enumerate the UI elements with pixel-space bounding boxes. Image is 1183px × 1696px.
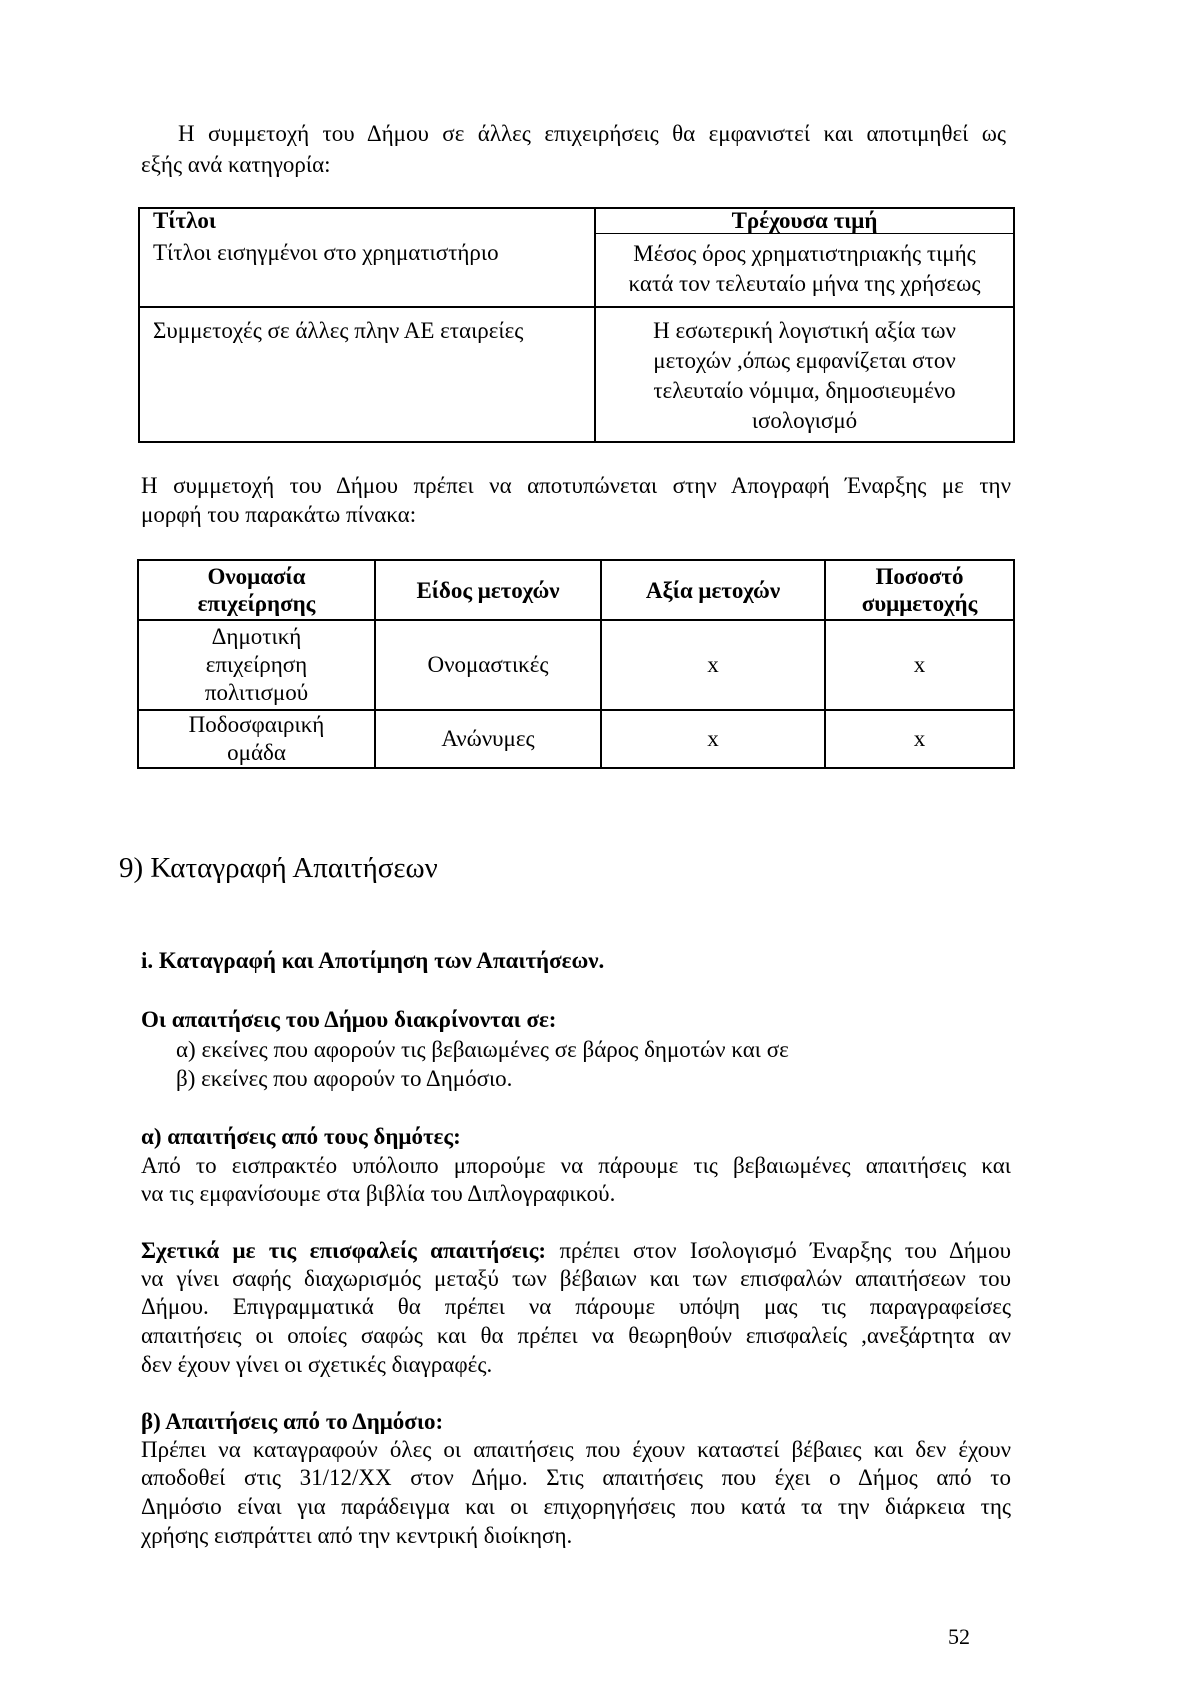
table-row bbox=[138, 620, 1014, 710]
row-category: Τίτλοι εισηγμένοι στο χρηματιστήριο bbox=[139, 233, 595, 307]
doubtful-claims-title: Σχετικά με τις επισφαλείς απαιτήσεις: bbox=[141, 1238, 547, 1263]
row-category: Συμμετοχές σε άλλες πλην ΑΕ εταιρείες bbox=[139, 307, 595, 442]
percentage: x bbox=[825, 620, 1014, 710]
valuation-table bbox=[138, 207, 1015, 443]
header-value: Τρέχουσα τιμή bbox=[595, 208, 1014, 233]
table-header-row bbox=[138, 560, 1014, 620]
state-claims-line: Πρέπει να καταγραφούν όλες οι απαιτήσεις που έχουν καταστεί βέβαιες και δεν έχουν bbox=[141, 1437, 1011, 1462]
doubtful-claims-first-line-rest: πρέπει στον Ισολογισμό Έναρξης του Δήμου bbox=[559, 1238, 1011, 1263]
participation-table bbox=[137, 559, 1015, 769]
page-number: 52 bbox=[948, 1624, 970, 1649]
header-company-name: Ονομασία επιχείρησης bbox=[138, 560, 375, 620]
inventory-intro-line-1: Η συμμετοχή του Δήμου πρέπει να αποτυπώνεται στην Απογραφή Έναρξης με την bbox=[141, 473, 1011, 498]
citizen-claims-line: Από το εισπρακτέο υπόλοιπο μπορούμε να πάρουμε τις βεβαιωμένες απαιτήσεις και bbox=[141, 1153, 1011, 1178]
row-value: Η εσωτερική λογιστική αξία των μετοχών ,όπως εμφανίζεται στον τελευταίο νόμιμα, δημοσιευμένο ισολογισμό bbox=[653, 318, 956, 433]
subsection-heading: i. Καταγραφή και Αποτίμηση των Απαιτήσεων. bbox=[141, 948, 605, 973]
classification-item: α) εκείνες που αφορούν τις βεβαιωμένες σε βάρος δημοτών και σε bbox=[176, 1037, 789, 1062]
header-share-type: Είδος μετοχών bbox=[375, 560, 601, 620]
state-claims-line: Δημόσιο είναι για παράδειγμα και οι επιχορηγήσεις που κατά τα την διάρκεια της bbox=[141, 1494, 1011, 1519]
doubtful-claims-line: να γίνει σαφής διαχωρισμός μεταξύ των βέβαιων και των επισφαλών απαιτήσεων του bbox=[141, 1266, 1011, 1291]
share-type: Ανώνυμες bbox=[375, 710, 601, 768]
state-claims-line: αποδοθεί στις 31/12/ΧΧ στον Δήμο. Στις απαιτήσεις που έχει ο Δήμος από το bbox=[141, 1465, 1011, 1490]
company-name: Ποδοσφαιρική ομάδα bbox=[138, 710, 375, 768]
header-category: Τίτλοι bbox=[139, 208, 595, 233]
state-claims-title: β) Απαιτήσεις από το Δημόσιο: bbox=[141, 1409, 444, 1434]
header-share-value: Αξία μετοχών bbox=[601, 560, 825, 620]
row-value: Μέσος όρος χρηματιστηριακής τιμής κατά τον τελευταίο μήνα της χρήσεως bbox=[595, 233, 1014, 307]
intro-line-1: Η συμμετοχή του Δήμου σε άλλες επιχειρήσεις θα εμφανιστεί και αποτιμηθεί ως bbox=[178, 121, 1006, 146]
classification-item: β) εκείνες που αφορούν το Δημόσιο. bbox=[176, 1066, 513, 1091]
table-header-row bbox=[139, 208, 1014, 233]
doubtful-claims-line: δεν έχουν γίνει οι σχετικές διαγραφές. bbox=[141, 1352, 493, 1377]
share-type: Ονομαστικές bbox=[375, 620, 601, 710]
section-heading: 9) Καταγραφή Απαιτήσεων bbox=[119, 852, 438, 884]
doubtful-claims-line: απαιτήσεις οι οποίες σαφώς και θα πρέπει να θεωρηθούν επισφαλείς ,ανεξάρτητα αν bbox=[141, 1323, 1011, 1348]
table-row bbox=[139, 233, 1014, 307]
company-name: Δημοτική επιχείρηση πολιτισμού bbox=[138, 620, 375, 710]
share-value: x bbox=[601, 620, 825, 710]
percentage: x bbox=[825, 710, 1014, 768]
inventory-intro-line-2: μορφή του παρακάτω πίνακα: bbox=[141, 502, 417, 527]
doubtful-claims-line-1 bbox=[141, 1237, 1011, 1265]
header-percentage: Ποσοστό συμμετοχής bbox=[825, 560, 1014, 620]
intro-line-2: εξής ανά κατηγορία: bbox=[141, 152, 331, 177]
state-claims-line: χρήσης εισπράττει από την κεντρική διοίκηση. bbox=[141, 1523, 573, 1548]
table-row bbox=[138, 710, 1014, 768]
citizen-claims-line: να τις εμφανίσουμε στα βιβλία του Διπλογραφικού. bbox=[141, 1181, 616, 1206]
classification-title: Οι απαιτήσεις του Δήμου διακρίνονται σε: bbox=[141, 1007, 557, 1032]
citizen-claims-title: α) απαιτήσεις από τους δημότες: bbox=[141, 1124, 461, 1149]
doubtful-claims-line: Δήμου. Επιγραμματικά θα πρέπει να πάρουμε υπόψη μας τις παραγραφείσες bbox=[141, 1294, 1011, 1319]
table-row bbox=[139, 307, 1014, 442]
share-value: x bbox=[601, 710, 825, 768]
